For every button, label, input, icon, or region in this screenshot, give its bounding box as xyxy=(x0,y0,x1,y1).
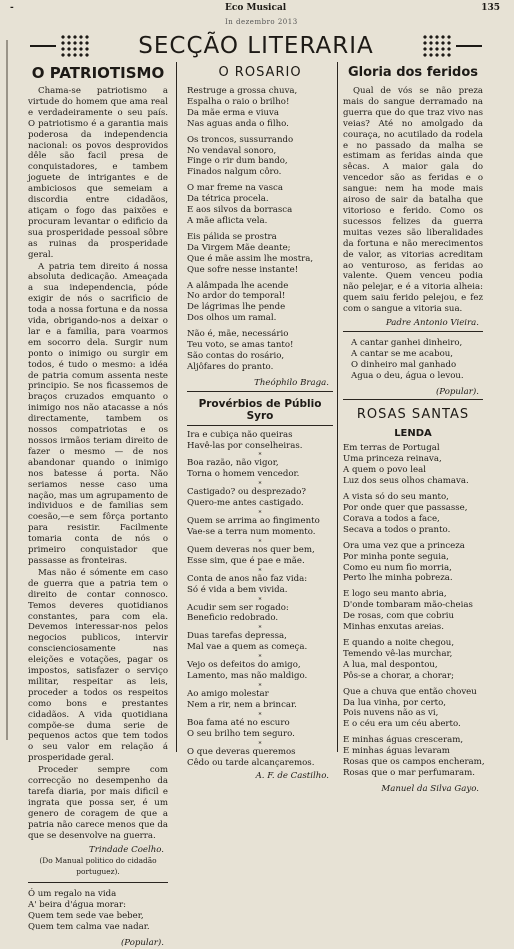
verse-line: Da tétrica procela. xyxy=(187,194,269,205)
proverb-line: Ira e cubiça não queiras xyxy=(187,429,293,440)
article-paragraph: Proceder sempre com correcção no desempenho da tarefa diaria, por mais dificil e ingrata que possa ser, é um genero de coragem de que a patria não carece menos que da que se desenvolve na guerra. xyxy=(28,765,168,841)
verse-line: Pois nuvens não as vi, xyxy=(343,708,439,719)
page-number: 135 xyxy=(481,3,500,13)
poem-stanza xyxy=(343,589,483,633)
column-divider xyxy=(337,62,338,752)
proverb xyxy=(187,689,333,711)
verse-line: A lua, mal despontou, xyxy=(343,659,438,670)
asterisk-separator-icon: * xyxy=(258,682,262,690)
verse-line: Finge o rir dum bando, xyxy=(187,156,288,167)
verse-line: Ó um regalo na vida xyxy=(28,889,117,900)
proverb xyxy=(187,747,333,769)
verse-attribution: (Popular). xyxy=(120,937,164,948)
verse-line: E minhas águas levaram xyxy=(343,746,450,757)
section-banner xyxy=(30,32,482,60)
verse-line: Secava a todos o pranto. xyxy=(343,524,451,535)
banner-rule-left xyxy=(30,45,56,47)
proverb-line: Esse sim, que é pae e mãe. xyxy=(187,555,305,566)
verse-line: E logo seu manto abria, xyxy=(343,589,447,600)
poem-stanza xyxy=(187,281,333,325)
verse-stanza xyxy=(28,889,168,933)
verse-line: Quem tem calma vae nadar. xyxy=(28,921,150,932)
library-stamp: In dezembro 2013 xyxy=(225,18,298,26)
verse-line: Uma princeza reinava, xyxy=(343,454,442,465)
verse-line: Da mãe erma e viuva xyxy=(187,107,279,118)
ornament-left-icon xyxy=(60,34,90,58)
asterisk-separator-icon: * xyxy=(258,596,262,604)
verse-line: E quando a noite chegou, xyxy=(343,637,455,648)
proverb-line: Vae-se a terra num momento. xyxy=(187,527,316,537)
asterisk-separator-icon: * xyxy=(258,711,262,719)
asterisk-separator-icon: * xyxy=(258,625,262,633)
proverb xyxy=(187,458,333,480)
verse-line: Que sofre nesse instante! xyxy=(187,264,299,275)
poem-body xyxy=(187,86,333,373)
section-title: SECÇÃO LITERARIA xyxy=(138,33,374,59)
asterisk-separator-icon: * xyxy=(258,567,262,575)
proverb-line: Boa razão, não vigor, xyxy=(187,458,279,469)
verse-line: E aos silvos da borrasca xyxy=(187,205,293,216)
poem-stanza xyxy=(187,86,333,130)
verse-line: No ardor do temporal! xyxy=(187,291,286,302)
proverb xyxy=(187,660,333,682)
verse-line: Em terras de Portugal xyxy=(343,443,440,454)
asterisk-separator-icon: * xyxy=(258,538,262,546)
proverb-line: Beneficio redobrado. xyxy=(187,613,279,624)
separator xyxy=(187,391,333,392)
verse-line: Por minha ponte seguia, xyxy=(343,551,449,562)
author-signature: Manuel da Silva Gayo. xyxy=(381,783,479,794)
proverb xyxy=(187,603,333,625)
verse-line: A cantar ganhei dinheiro, xyxy=(351,337,463,348)
verse-line: Rosas que os campos encheram, xyxy=(343,757,485,768)
poem-title: ROSAS SANTAS xyxy=(356,407,470,423)
poem-stanza xyxy=(343,492,483,536)
proverb-line: Cêdo ou tarde alcançaremos. xyxy=(187,757,315,768)
poem-stanza xyxy=(187,183,333,227)
ornament-right-icon xyxy=(422,34,452,58)
proverb xyxy=(187,631,333,653)
proverb xyxy=(187,545,333,567)
verse-line: Que a chuva que então choveu xyxy=(343,686,477,697)
separator xyxy=(343,331,483,332)
proverb-line: Mal vae a quem as começa. xyxy=(187,642,308,653)
verse-line: Os troncos, sussurrando xyxy=(187,134,294,145)
verse-line: Finados nalgum côro. xyxy=(187,167,282,178)
verse-line: A quem o povo leal xyxy=(343,465,426,476)
separator xyxy=(187,425,333,426)
binding-edge xyxy=(6,40,8,740)
verse-attribution: (Popular). xyxy=(435,386,479,397)
author-signature: A. F. de Castilho. xyxy=(255,771,329,782)
poem-subtitle: LENDA xyxy=(394,428,432,440)
verse-line: D'onde tombaram mão-cheias xyxy=(343,600,473,611)
verse-line: Teu voto, se amas tanto! xyxy=(187,340,294,351)
poem-title: O ROSARIO xyxy=(218,65,302,80)
verse-line: O mar freme na vasca xyxy=(187,183,283,194)
proverb-line: Quem deveras nos quer bem, xyxy=(187,544,315,555)
asterisk-separator-icon: * xyxy=(258,740,262,748)
verse-line: Luz dos seus olhos chamava. xyxy=(343,476,469,487)
separator xyxy=(343,399,483,400)
banner-rule-right xyxy=(456,45,482,47)
separator xyxy=(28,882,168,883)
author-signature: Padre Antonio Vieira. xyxy=(385,318,479,329)
verse-line: Rosas que o mar perfumaram. xyxy=(343,767,475,778)
proverb-line: Havê-las por conselheiras. xyxy=(187,440,303,451)
column-gloria xyxy=(343,64,483,795)
poem-body xyxy=(343,443,483,778)
running-head-left: - xyxy=(10,3,14,13)
proverb-line: O seu brilho tem seguro. xyxy=(187,728,295,739)
asterisk-separator-icon: * xyxy=(258,481,262,489)
verse-line: Da Virgem Mãe deante; xyxy=(187,242,291,253)
verse-line: Perto lhe minha pobreza. xyxy=(343,573,453,584)
column-rosario xyxy=(187,64,333,782)
verse-line: A' beira d'água morar: xyxy=(28,900,127,911)
column-patriotismo xyxy=(28,64,168,949)
proverb-line: Conta de anos não faz vida: xyxy=(187,573,308,584)
proverb-line: Acudir sem ser rogado: xyxy=(187,602,289,613)
column-divider xyxy=(176,62,177,752)
proverb xyxy=(187,430,333,452)
verse-line: Corava a todos a face, xyxy=(343,513,440,524)
proverb-line: Castigado? ou desprezado? xyxy=(187,487,307,498)
poem-stanza xyxy=(187,135,333,179)
article-paragraph: Qual de vós se não preza mais do sangue derramado na guerra que do que traz vivo nas veias? Até no amolgado da couraça, no acutilado da rodela e no passado da malha se estimam as feridas ainda que sêcas. A maior gala do vencedor são as feridas e o sangue: nem ha mode mais airoso de sair da batalha que vitorioso e ferido. Como os sucessos felizes da guerra muitas vezes são liberalidades da fortuna e não merecimentos de valor, as vitorias acreditam ao venturoso, as feridas ao valente. Quem venceu podia não pelejar, e é a vitoria alheia: quem saiu ferido pelejou, e fez com o sangue a vitoria sua. xyxy=(343,86,483,315)
poem-stanza xyxy=(343,735,483,779)
proverbs-title: Provérbios de Públio Syro xyxy=(198,397,322,422)
verse-line: Eis pálida se prostra xyxy=(187,231,277,242)
verse-line: Espalha o raio o brilho! xyxy=(187,96,290,107)
verse-line: Não é, mãe, necessário xyxy=(187,329,289,340)
article-title: Gloria dos feridos xyxy=(347,65,479,80)
article-paragraph: A patria tem direito á nossa absoluta dedicação. Ameaçada a sua independencia, póde exigir de nós o sacrificio de toda a nossa fortuna e da nossa vida, obrigando-nos a deixar o lar e a familia, para voarmos em socorro dela. Surgir num ponto o inimigo ou surgir em todos, é tudo o mesmo: a idéa de patria comum assenta neste principio. Se nos ficassemos de braços cruzados emquanto o inimigo nos não atacasse a nós directamente, tambem os nossos compatriotas e os nossos irmãos teriam direito de fazer o mesmo — de nos abandonar quando o inimigo nos batesse á porta. Não seriamos nesse caso uma nação, mas um agrupamento de individuos e de familias sem coesão,—e sem fôrça portanto para resistir. Facilmente tomaria conta de nós o primeiro conquistador que passasse as fronteiras. xyxy=(28,261,168,566)
journal-name: Eco Musical xyxy=(225,3,287,13)
author-signature: Trindade Coelho. xyxy=(89,844,164,855)
verse-line: Pôs-se a chorar, a chorar; xyxy=(343,670,454,681)
verse-line: E minhas águas cresceram, xyxy=(343,735,464,746)
verse-line: Aljôfares do pranto. xyxy=(187,361,274,372)
poem-stanza xyxy=(343,443,483,487)
verse-line: Nas aguas anda o filho. xyxy=(187,118,289,129)
proverb-line: Vejo os defeitos do amigo, xyxy=(187,660,301,671)
proverb xyxy=(187,487,333,509)
proverb-line: Lamento, mas não maldigo. xyxy=(187,671,308,682)
poem-stanza xyxy=(187,232,333,276)
proverb-line: O que deveras queremos xyxy=(187,746,296,757)
verse-line: A cantar se me acabou, xyxy=(351,348,454,359)
proverb-line: Boa fama até no escuro xyxy=(187,717,290,728)
verse-line: De lágrimas lhe pende xyxy=(187,302,286,313)
verse-line: Que é mãe assim lhe mostra, xyxy=(187,253,314,264)
proverb-line: Quem se arrima ao fingimento xyxy=(187,516,320,527)
proverb-line: Quero-me antes castigado. xyxy=(187,498,304,509)
proverb-line: Ao amigo molestar xyxy=(187,688,269,699)
verse-line: Restruge a grossa chuva, xyxy=(187,86,298,96)
asterisk-separator-icon: * xyxy=(258,452,262,460)
proverb-line: Nem a rir, nem a brincar. xyxy=(187,699,297,710)
author-signature: Theóphilo Braga. xyxy=(254,377,329,388)
verse-line: E o céu era um céu aberto. xyxy=(343,719,461,730)
verse-line: De rosas, com que cobriu xyxy=(343,611,454,622)
proverbs-list xyxy=(187,430,333,769)
verse-line: Quem tem sede vae beber, xyxy=(28,911,144,922)
article-paragraph: Chama-se patriotismo a virtude do homem que ama real e verdadeiramente o seu país. O patriotismo é a garantia mais poderosa da independencia nacional: os povos desprovidos dêle são facil presa de conquistadores, e tambem joguete de intrigantes e de ambiciosos que semeiam a discordia entre cidadãos, atiçam o fogo das paixões e procuram levantar o edificio da sua prosperidade pessoal sôbre as ruinas da prosperidade geral. xyxy=(28,86,168,260)
verse-line: A alâmpada lhe acende xyxy=(187,280,289,291)
poem-stanza xyxy=(187,329,333,373)
verse-line: Por onde quer que passasse, xyxy=(343,503,468,513)
proverb-line: Duas tarefas depressa, xyxy=(187,631,287,642)
verse-line: Ora uma vez que a princeza xyxy=(343,540,465,551)
verse-line: Minhas enxutas areias. xyxy=(343,622,444,633)
verse-stanza xyxy=(343,338,483,382)
article-paragraph: Mas não é sómente em caso de guerra que a patria tem o direito de contar connosco. Temos deveres quotidianos constantes, para com ela. Devemos interessar-nos pelos negocios publicos, intervir conscienciosamente nas eleições e votações, pagar os impostos, satisfazer o serviço militar, respeitar as leis, proceder a todos os respeitos como bons e prestantes cidadãos. A vida quotidiana compõe-se duma serie de pequenos actos que tem todos o seu valor em relação á prosperidade geral. xyxy=(28,567,168,764)
verse-line: A vista só do seu manto, xyxy=(343,492,449,503)
asterisk-separator-icon: * xyxy=(258,510,262,518)
verse-line: Temendo vê-las murchar, xyxy=(343,648,453,659)
poem-stanza xyxy=(343,638,483,682)
verse-line: A mãe aflicta vela. xyxy=(187,215,268,226)
proverb xyxy=(187,718,333,740)
source-note: (Do Manual politico do cidadão portuguez). xyxy=(39,856,157,877)
verse-line: Como eu num fio morria, xyxy=(343,562,452,573)
proverb xyxy=(187,516,333,538)
verse-line: Da lua vinha, por certo, xyxy=(343,697,447,708)
verse-line: Dos olhos um ramal. xyxy=(187,313,277,324)
article-title: O PATRIOTISMO xyxy=(31,64,165,82)
asterisk-separator-icon: * xyxy=(258,654,262,662)
poem-stanza xyxy=(343,687,483,731)
poem-stanza xyxy=(343,541,483,585)
proverb-line: Só é vida a bem vivida. xyxy=(187,584,288,595)
verse-line: São contas do rosário, xyxy=(187,350,285,361)
verse-line: Agua o deu, água o levou. xyxy=(351,370,464,381)
proverb xyxy=(187,574,333,596)
verse-line: No vendaval sonoro, xyxy=(187,145,277,156)
verse-line: O dinheiro mal ganhado xyxy=(351,359,457,370)
proverb-line: Torna o homem vencedor. xyxy=(187,469,300,480)
